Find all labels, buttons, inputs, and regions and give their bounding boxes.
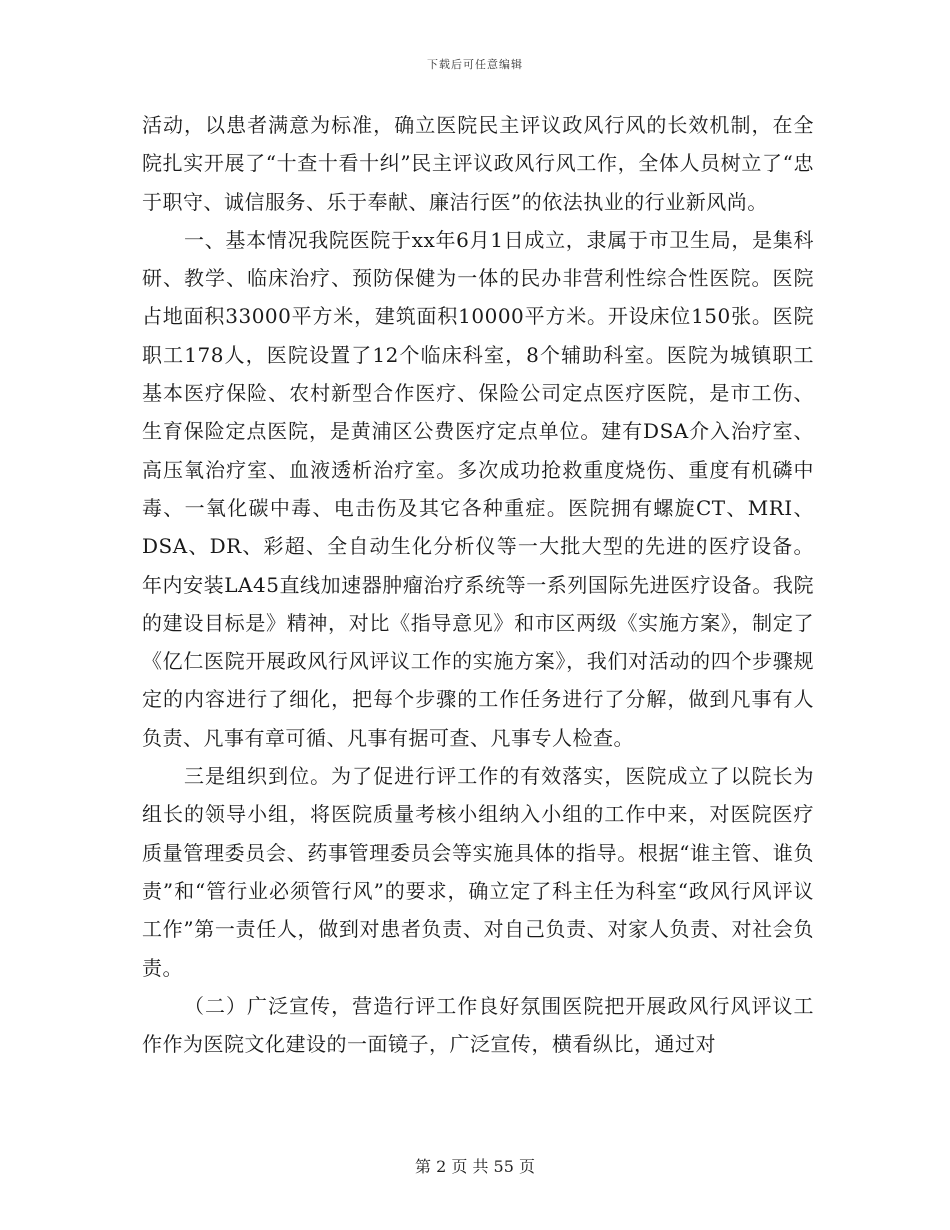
paragraph-continuation: 活动，以患者满意为标准，确立医院民主评议政风行风的长效机制，在全院扎实开展了“十查十看十纠”民主评议政风行风工作，全体人员树立了“忠于职守、诚信服务、乐于奉献、廉洁行医”的依法执业的行业新风尚。 — [142, 113, 814, 214]
page-header-note: 下载后可任意编辑 — [427, 58, 523, 71]
page-number: 第 2 页 共 55 页 — [415, 1157, 535, 1176]
paragraph-organization: 三是组织到位。为了促进行评工作的有效落实，医院成立了以院长为组长的领导小组，将医院质量考核小组纳入小组的工作中来，对医院医疗质量管理委员会、药事管理委员会等实施具体的指导。根据“谁主管、谁负责”和“管行业必须管行风”的要求，确立定了科主任为科室“政风行风评议工作”第一责任人，做到对患者负责、对自己负责、对家人负责、对社会负责。 — [142, 764, 814, 980]
paragraph-basic-info: 一、基本情况我院医院于xx年6月1日成立，隶属于市卫生局，是集科研、教学、临床治疗、预防保健为一体的民办非营利性综合性医院。医院占地面积33000平方米，建筑面积10000平方米。开设床位150张。医院职工178人，医院设置了12个临床科室，8个辅助科室。医院为城镇职工基本医疗保险、农村新型合作医疗、保险公司定点医疗医院，是市工伤、生育保险定点医院，是黄浦区公费医疗定点单位。建有DSA介入治疗室、高压氧治疗室、血液透析治疗室。多次成功抢救重度烧伤、重度有机磷中毒、一氧化碳中毒、电击伤及其它各种重症。医院拥有螺旋CT、MRI、DSA、DR、彩超、全自动生化分析仪等一大批大型的先进的医疗设备。年内安装LA45直线加速器肿瘤治疗系统等一系列国际先进医疗设备。我院的建设目标是》精神，对比《指导意见》和市区两级《实施方案》，制定了《亿仁医院开展政风行风评议工作的实施方案》，我们对活动的四个步骤规定的内容进行了细化，把每个步骤的工作任务进行了分解，做到凡事有人负责、凡事有章可循、凡事有据可查、凡事专人检查。 — [142, 227, 814, 750]
document-body — [142, 106, 814, 1063]
paragraph-publicity: （二）广泛宣传，营造行评工作良好氛围医院把开展政风行风评议工作作为医院文化建设的一面镜子，广泛宣传，横看纵比，通过对 — [142, 993, 814, 1057]
